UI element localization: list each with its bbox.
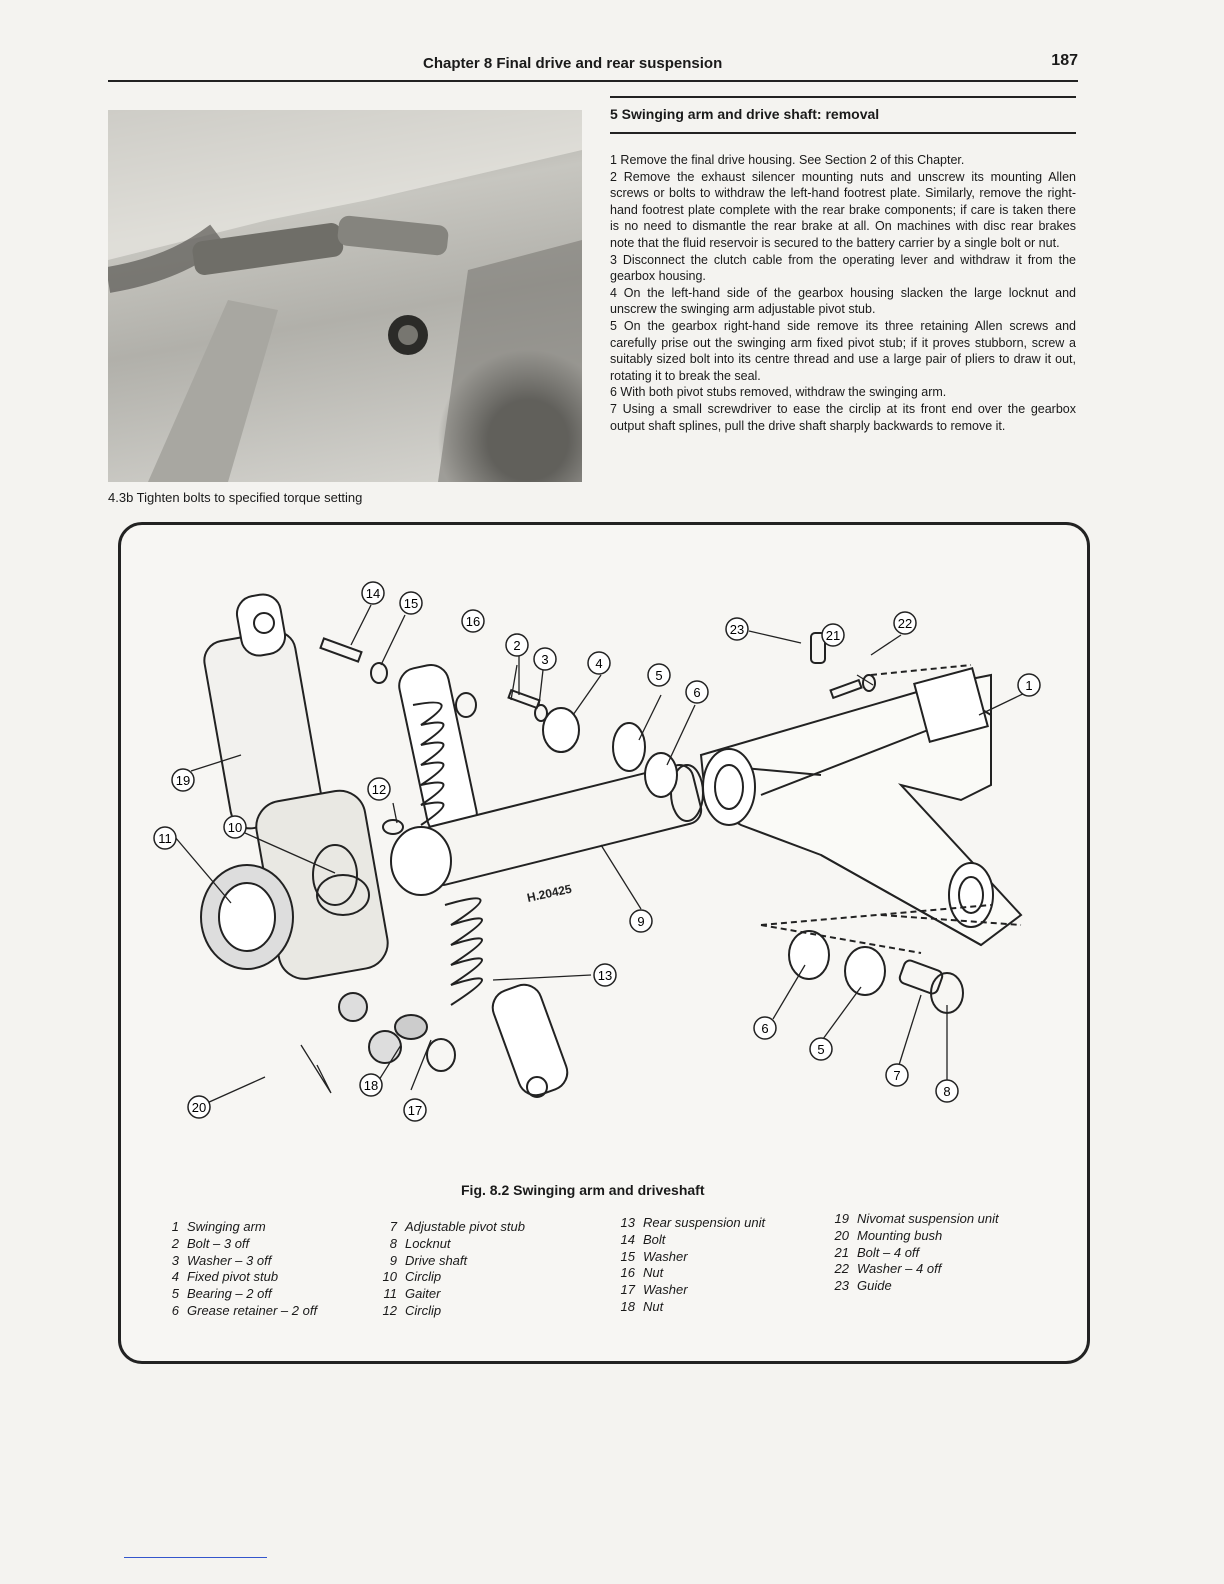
paragraph: 7 Using a small screwdriver to ease the circlip at its front end over the gearbox output shaft splines, pull the drive shaft sharply backwards to remove it. <box>610 401 1076 433</box>
callout-9 <box>630 910 652 932</box>
callout-19 <box>172 769 194 791</box>
svg-text:23: 23 <box>729 622 745 637</box>
paragraph: 6 With both pivot stubs removed, withdraw the swinging arm. <box>610 385 947 400</box>
legend-col-4 <box>825 1211 999 1295</box>
figure-caption: Fig. 8.2 Swinging arm and driveshaft <box>461 1182 705 1198</box>
callout-16 <box>462 610 484 632</box>
exploded-diagram <box>121 525 1087 1175</box>
svg-text:16: 16 <box>465 614 481 629</box>
callout-3 <box>534 648 556 670</box>
legend-item: 23 Guide <box>834 1278 892 1294</box>
callout-15 <box>400 592 422 614</box>
legend-item: 8 Locknut <box>389 1235 451 1251</box>
callout-13 <box>594 964 616 986</box>
svg-text:1: 1 <box>1025 678 1033 693</box>
legend-item: 10 Circlip <box>382 1269 442 1285</box>
legend-item: 20 Mounting bush <box>834 1227 943 1243</box>
callout-4 <box>588 652 610 674</box>
chapter-title: Chapter 8 Final drive and rear suspension <box>423 55 723 72</box>
callout-14 <box>362 582 384 604</box>
svg-text:19: 19 <box>175 773 191 788</box>
callout-11 <box>154 827 176 849</box>
svg-text:5: 5 <box>655 668 663 683</box>
callout-20 <box>188 1096 210 1118</box>
svg-text:22: 22 <box>897 616 913 631</box>
legend-item: 13 Rear suspension unit <box>620 1215 766 1230</box>
callout-1 <box>1018 674 1040 696</box>
legend-col-1 <box>155 1219 317 1320</box>
legend-item: 14 Bolt <box>620 1231 666 1247</box>
legend-item: 21 Bolt – 4 off <box>834 1244 920 1260</box>
callout-23 <box>726 618 748 640</box>
photo-caption: 4.3b Tighten bolts to specified torque setting <box>108 490 363 505</box>
legend-item: 5 Bearing – 2 off <box>171 1286 272 1302</box>
svg-text:7: 7 <box>893 1068 901 1083</box>
svg-text:17: 17 <box>407 1103 423 1118</box>
callout-21 <box>822 624 844 646</box>
paragraph: 4 On the left-hand side of the gearbox housing slacken the large locknut and unscrew the swinging arm adjustable pivot stub. <box>610 285 1076 317</box>
svg-text:18: 18 <box>363 1078 379 1093</box>
svg-text:20: 20 <box>191 1100 207 1115</box>
callout-2 <box>506 634 528 656</box>
legend-item: 16 Nut <box>620 1265 664 1281</box>
legend-item: 22 Washer – 4 off <box>834 1261 942 1277</box>
callout-18 <box>360 1074 382 1096</box>
legend-item: 9 Drive shaft <box>389 1252 468 1268</box>
paragraph: 1 Remove the final drive housing. See Section 2 of this Chapter. <box>610 153 965 167</box>
legend-col-3 <box>611 1215 765 1316</box>
callout-22 <box>894 612 916 634</box>
callout-10 <box>224 816 246 838</box>
paragraph: 5 On the gearbox right-hand side remove its three retaining Allen screws and carefully prise out the swinging arm fixed pivot stub; if it proves stubborn, screw a suitably sized bolt into its centre thread and use a large pair of pliers to draw it out, rotating it to break the seal. <box>610 318 1076 383</box>
svg-text:9: 9 <box>637 914 645 929</box>
legend-item: 18 Nut <box>620 1298 664 1314</box>
legend-item: 11 Gaiter <box>383 1286 441 1302</box>
svg-text:2: 2 <box>513 638 521 653</box>
legend-col-2 <box>373 1219 525 1320</box>
legend-item: 19 Nivomat suspension unit <box>834 1211 999 1226</box>
svg-text:11: 11 <box>158 831 172 846</box>
legend-item: 12 Circlip <box>382 1302 442 1318</box>
svg-text:4: 4 <box>595 656 603 671</box>
legend-item: 2 Bolt – 3 off <box>171 1235 250 1251</box>
svg-text:15: 15 <box>403 596 419 611</box>
svg-text:6: 6 <box>761 1021 769 1036</box>
svg-text:13: 13 <box>597 968 613 983</box>
page-header <box>108 50 1078 82</box>
legend-item: 7 Adjustable pivot stub <box>389 1219 525 1234</box>
svg-text:6: 6 <box>693 685 701 700</box>
legend-item: 3 Washer – 3 off <box>171 1252 272 1268</box>
svg-text:12: 12 <box>371 782 387 797</box>
callout-12 <box>368 778 390 800</box>
callout-6 <box>686 681 708 703</box>
callout-5b <box>810 1038 832 1060</box>
paragraph: 3 Disconnect the clutch cable from the operating lever and withdraw it from the gearbox housing. <box>610 252 1076 284</box>
legend-item: 4 Fixed pivot stub <box>171 1269 279 1285</box>
legend-item: 6 Grease retainer – 2 off <box>171 1302 318 1318</box>
callout-5 <box>648 664 670 686</box>
legend-item: 15 Washer <box>620 1248 688 1264</box>
legend-item: 1 Swinging arm <box>171 1219 266 1234</box>
workshop-photo <box>108 110 582 482</box>
svg-text:10: 10 <box>227 820 243 835</box>
svg-text:5: 5 <box>817 1042 825 1057</box>
drawing-code: H.20425 <box>525 881 573 905</box>
svg-text:8: 8 <box>943 1084 951 1099</box>
callout-6b <box>754 1017 776 1039</box>
callout-7 <box>886 1064 908 1086</box>
section-body <box>610 152 1076 434</box>
footer-rule <box>124 1557 267 1558</box>
callout-17 <box>404 1099 426 1121</box>
text-section <box>610 96 1076 434</box>
svg-text:3: 3 <box>541 652 549 667</box>
legend-item: 17 Washer <box>620 1282 688 1298</box>
page-number: 187 <box>1051 52 1078 69</box>
svg-text:21: 21 <box>825 628 841 643</box>
callout-8 <box>936 1080 958 1102</box>
figure-box <box>118 522 1090 1364</box>
section-title: 5 Swinging arm and drive shaft: removal <box>610 96 1076 134</box>
paragraph: 2 Remove the exhaust silencer mounting nuts and unscrew its mounting Allen screws or bolts to withdraw the left-hand footrest plate. Similarly, remove the right-hand footrest plate complete with the rear brake components; if care is taken there is no need to dismantle the rear brake at all. On machines with disc rear brakes note that the fluid reservoir is secured to the battery carrier by a single bolt or nut. <box>610 169 1076 250</box>
svg-text:14: 14 <box>365 586 381 601</box>
